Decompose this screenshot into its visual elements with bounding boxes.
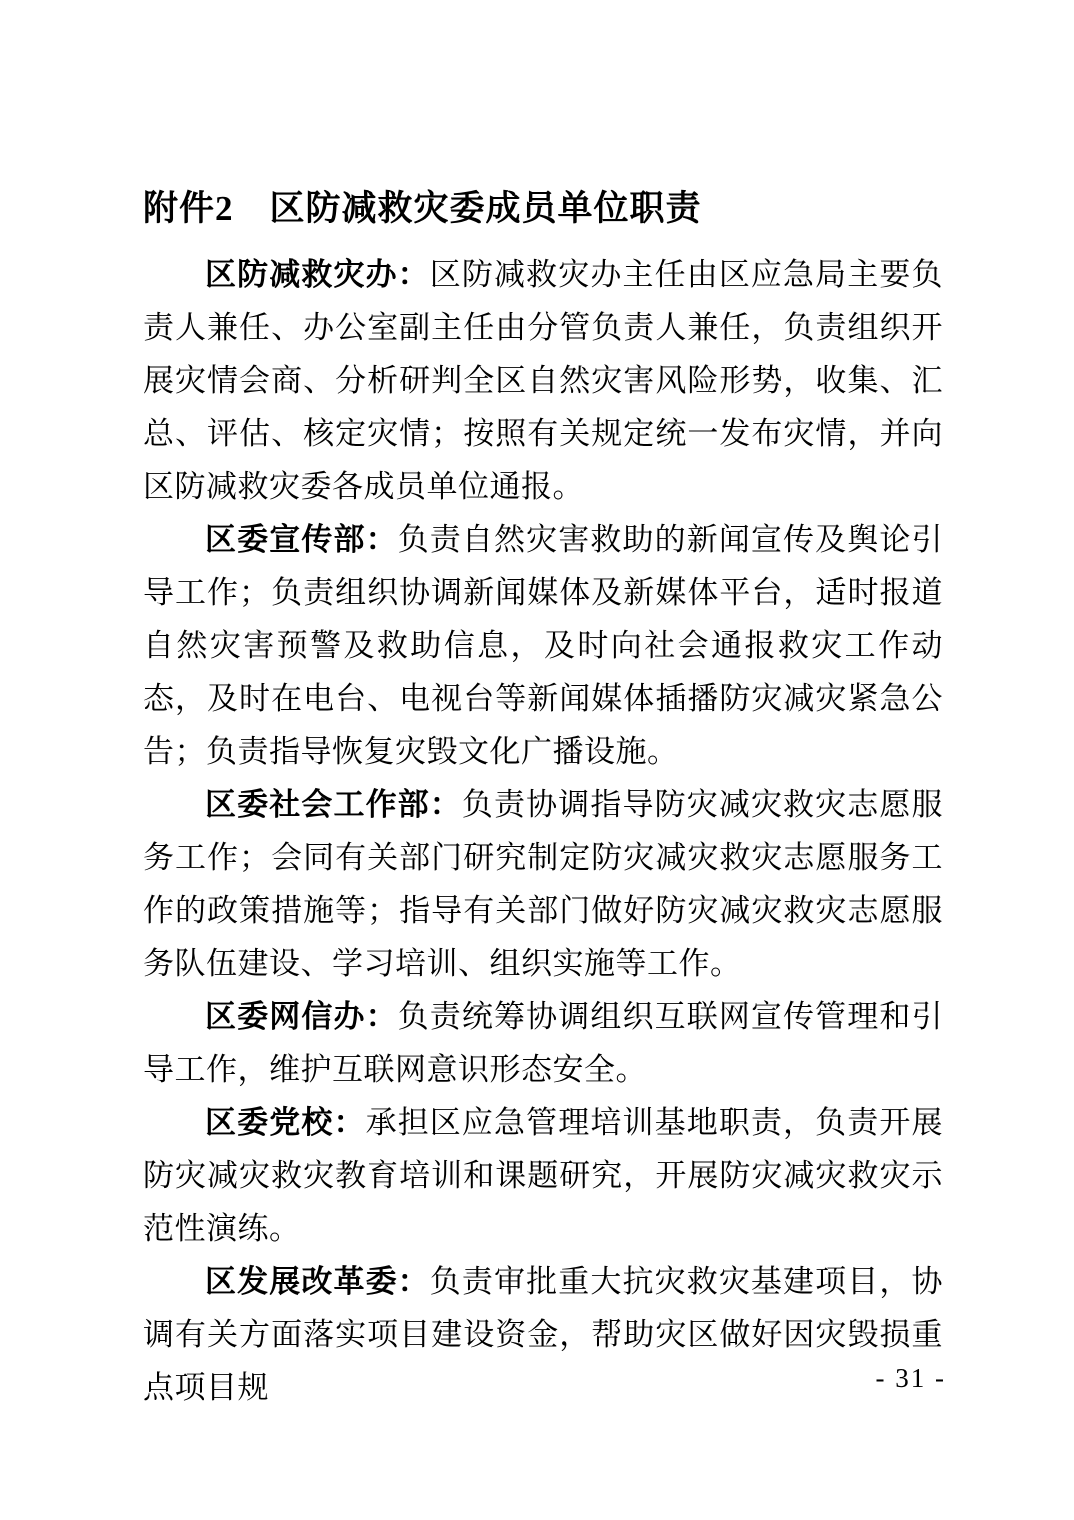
paragraph-text: 承担区应急管理培训基地职责，负责开展防灾减灾救灾教育培训和课题研究，开展防灾减灾救灾示范性演练。 [143, 1105, 944, 1246]
org-name-lead: 区委宣传部： [205, 522, 398, 557]
paragraph-disaster-relief-office [143, 248, 943, 513]
paragraph-publicity-department [143, 513, 943, 778]
page-number: - 31 - [875, 1363, 946, 1393]
paragraph-development-reform-commission [143, 1255, 943, 1414]
paragraph-text: 负责自然灾害救助的新闻宣传及舆论引导工作；负责组织协调新闻媒体及新媒体平台，适时报道自然灾害预警及救助信息，及时向社会通报救灾工作动态，及时在电台、电视台等新闻媒体插播防灾减灾紧急公告；负责指导恢复灾毁文化广播设施。 [143, 522, 944, 769]
org-name-lead: 区防减救灾办： [205, 257, 430, 292]
org-name-lead: 区发展改革委： [205, 1264, 430, 1299]
paragraph-party-school [143, 1096, 943, 1255]
paragraph-cyberspace-office [143, 990, 943, 1096]
attachment-title: 附件2 区防减救灾委成员单位职责 [143, 189, 702, 228]
org-name-lead: 区委党校： [205, 1105, 366, 1140]
paragraph-text: 区防减救灾办主任由区应急局主要负责人兼任、办公室副主任由分管负责人兼任，负责组织开展灾情会商、分析研判全区自然灾害风险形势，收集、汇总、评估、核定灾情；按照有关规定统一发布灾情，并向区防减救灾委各成员单位通报。 [143, 257, 943, 504]
org-name-lead: 区委网信办： [205, 999, 398, 1034]
paragraph-text: 负责审批重大抗灾救灾基建项目，协调有关方面落实项目建设资金，帮助灾区做好因灾毁损重点项目规 [143, 1264, 943, 1405]
paragraph-text: 负责协调指导防灾减灾救灾志愿服务工作；会同有关部门研究制定防灾减灾救灾志愿服务工作的政策措施等；指导有关部门做好防灾减灾救灾志愿服务队伍建设、学习培训、组织实施等工作。 [143, 787, 944, 981]
document-content [143, 186, 943, 1414]
paragraph-text: 负责统筹协调组织互联网宣传管理和引导工作，维护互联网意识形态安全。 [143, 999, 944, 1087]
paragraph-social-work-department [143, 778, 943, 990]
org-name-lead: 区委社会工作部： [205, 787, 462, 822]
